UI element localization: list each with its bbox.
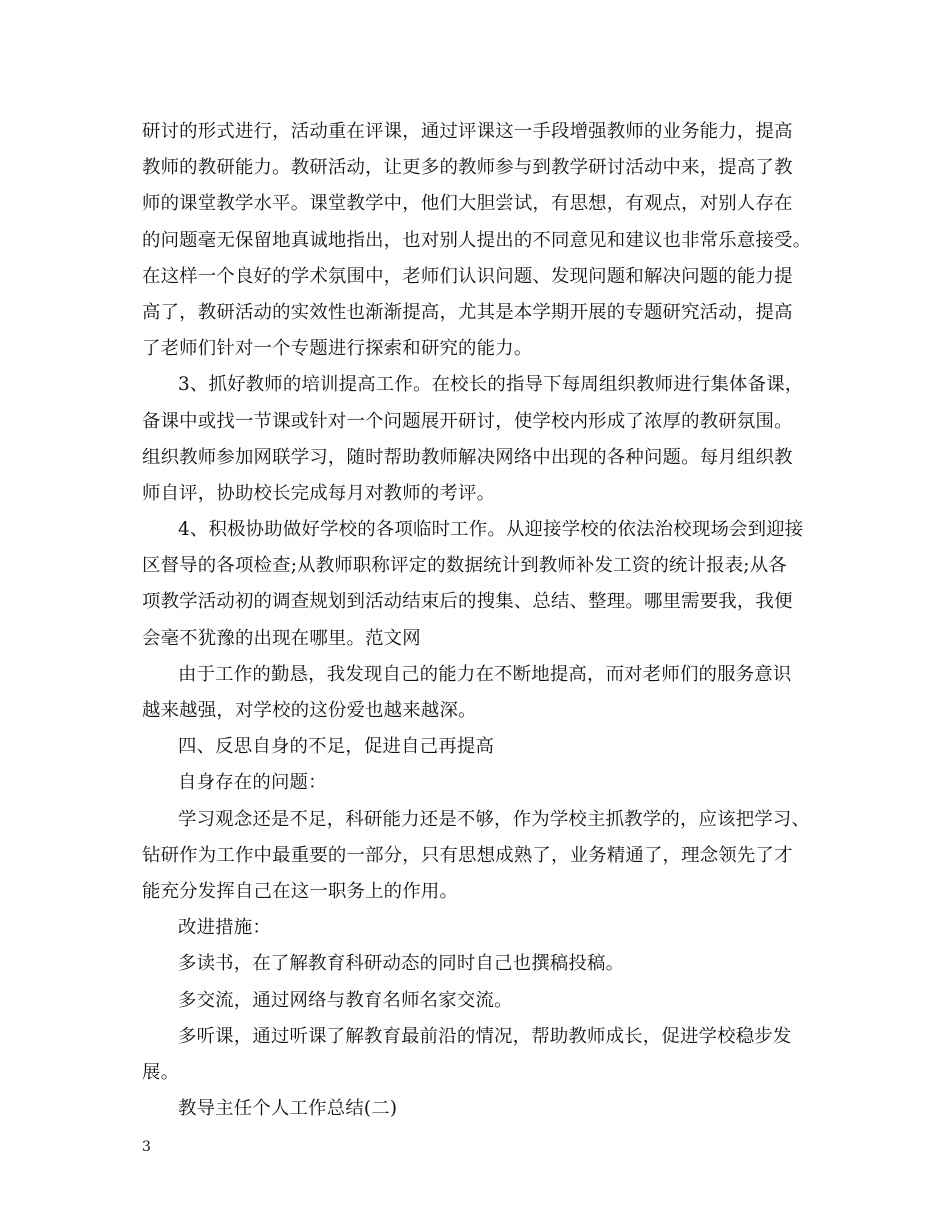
text-line: 改进措施： bbox=[178, 917, 271, 939]
text-line: 自身存在的问题： bbox=[178, 772, 327, 794]
text-line: 钻研作为工作中最重要的一部分，只有思想成熟了，业务精通了，理念领先了才 bbox=[142, 844, 793, 866]
text-line: 由于工作的勤恳，我发现自己的能力在不断地提高，而对老师们的服务意识 bbox=[178, 663, 792, 685]
text-line: 高了，教研活动的实效性也渐渐提高，尤其是本学期开展的专题研究活动，提高 bbox=[142, 301, 793, 323]
text-line: 多听课，通过听课了解教育最前沿的情况，帮助教师成长，促进学校稳步发 bbox=[178, 1025, 792, 1047]
text-line: 4、积极协助做好学校的各项临时工作。从迎接学校的依法治校现场会到迎接 bbox=[178, 519, 804, 541]
text-line: 多读书，在了解教育科研动态的同时自己也撰稿投稿。 bbox=[178, 953, 625, 975]
text-line: 四、反思自身的不足，促进自己再提高 bbox=[178, 736, 495, 758]
text-line: 师自评，协助校长完成每月对教师的考评。 bbox=[142, 482, 496, 504]
text-line: 多交流，通过网络与教育名师名家交流。 bbox=[178, 989, 513, 1011]
text-line: 备课中或找一节课或针对一个问题展开研讨，使学校内形成了浓厚的教研氛围。 bbox=[142, 410, 793, 432]
text-line: 学习观念还是不足，科研能力还是不够，作为学校主抓教学的，应该把学习、 bbox=[178, 808, 811, 830]
text-line: 3、抓好教师的培训提高工作。在校长的指导下每周组织教师进行集体备课， bbox=[178, 374, 804, 396]
text-line: 教导主任个人工作总结(二) bbox=[178, 1098, 398, 1120]
document-body bbox=[142, 114, 832, 1127]
page-number: 3 bbox=[142, 1139, 151, 1155]
text-line: 组织教师参加网联学习，随时帮助教师解决网络中出现的各种问题。每月组织教 bbox=[142, 446, 793, 468]
text-line: 会毫不犹豫的出现在哪里。范文网 bbox=[142, 627, 421, 649]
text-line: 项教学活动初的调查规划到活动结束后的搜集、总结、整理。哪里需要我，我便 bbox=[142, 591, 793, 613]
text-line: 展。 bbox=[142, 1061, 180, 1083]
text-line: 区督导的各项检查;从教师职称评定的数据统计到教师补发工资的统计报表;从各 bbox=[142, 555, 787, 577]
text-line: 了老师们针对一个专题进行探索和研究的能力。 bbox=[142, 338, 533, 360]
text-line: 越来越强，对学校的这份爱也越来越深。 bbox=[142, 700, 477, 721]
text-line: 能充分发挥自己在这一职务上的作用。 bbox=[142, 880, 459, 902]
text-line: 在这样一个良好的学术氛围中，老师们认识问题、发现问题和解决问题的能力提 bbox=[142, 265, 793, 287]
text-line: 的问题毫无保留地真诚地指出，也对别人提出的不同意见和建议也非常乐意接受。 bbox=[142, 229, 812, 251]
text-line: 师的课堂教学水平。课堂教学中，他们大胆尝试，有思想，有观点，对别人存在 bbox=[142, 193, 793, 215]
text-line: 教师的教研能力。教研活动，让更多的教师参与到教学研讨活动中来，提高了教 bbox=[142, 157, 793, 179]
text-line: 研讨的形式进行，活动重在评课，通过评课这一手段增强教师的业务能力，提高 bbox=[142, 121, 793, 142]
